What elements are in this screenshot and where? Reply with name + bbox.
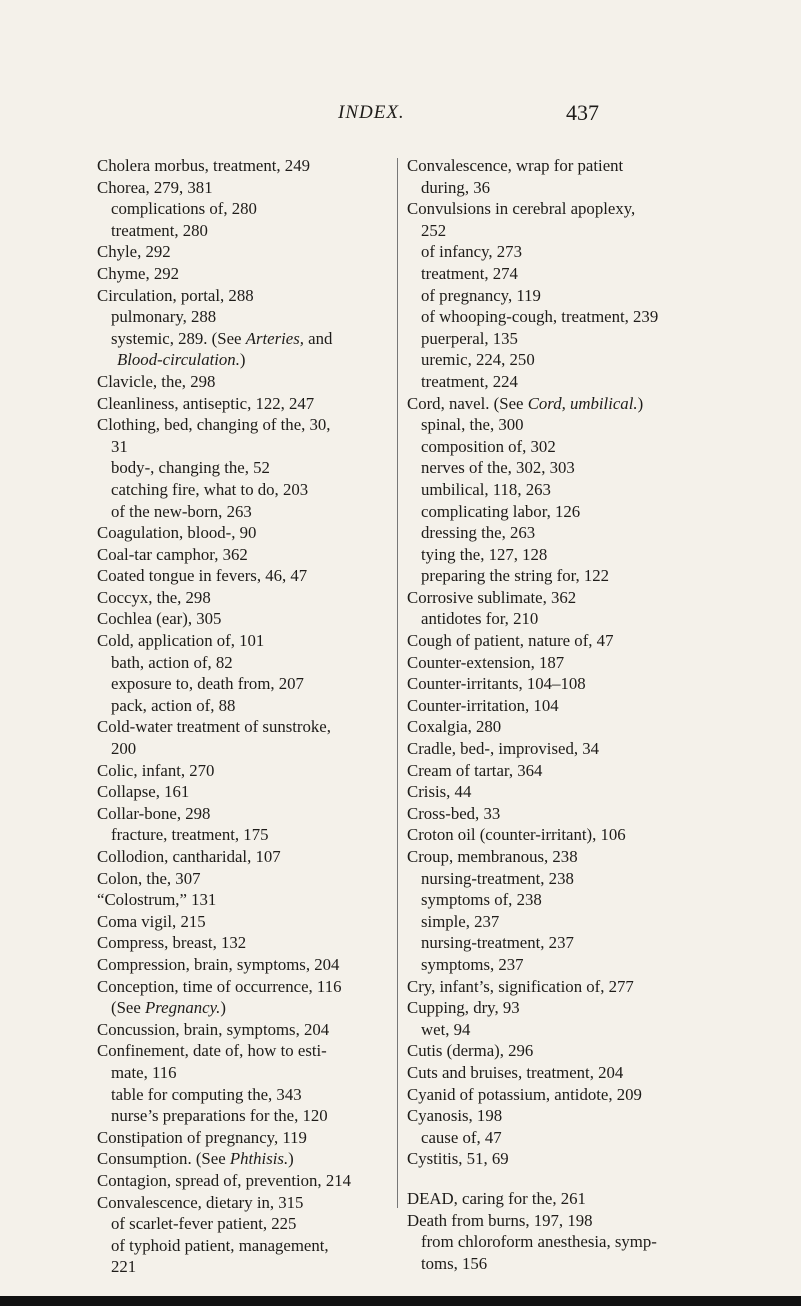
index-subentry: composition of, 302 bbox=[421, 436, 556, 456]
index-subentry: complicating labor, 126 bbox=[421, 501, 581, 521]
index-entry: Cold-water treatment of sunstroke, bbox=[97, 717, 331, 737]
index-subentry: cause of, 47 bbox=[421, 1127, 502, 1147]
index-entry: Cyanosis, 198 bbox=[407, 1106, 503, 1126]
index-entry: Counter-irritation, 104 bbox=[407, 695, 559, 715]
index-entry: Cream of tartar, 364 bbox=[407, 760, 543, 780]
index-entry: Cochlea (ear), 305 bbox=[97, 609, 222, 629]
index-entry: Cold, application of, 101 bbox=[97, 631, 265, 651]
index-subentry: nerves of the, 302, 303 bbox=[421, 458, 575, 478]
entry-text: Consumption. (See bbox=[97, 1149, 230, 1169]
index-subentry bbox=[97, 349, 390, 371]
cross-reference: Cord, umbilical. bbox=[527, 393, 638, 413]
index-entry: Clavicle, the, 298 bbox=[97, 371, 216, 391]
index-entry: Constipation of pregnancy, 119 bbox=[97, 1127, 307, 1147]
index-entry: Compression, brain, symptoms, 204 bbox=[97, 954, 340, 974]
index-subentry: 221 bbox=[111, 1257, 137, 1277]
index-entry bbox=[407, 393, 787, 415]
index-subentry: treatment, 224 bbox=[421, 371, 518, 391]
index-subentry: symptoms of, 238 bbox=[421, 890, 542, 910]
index-subentry: nurse’s preparations for the, 120 bbox=[111, 1106, 328, 1126]
index-subentry: table for computing the, 343 bbox=[111, 1084, 302, 1104]
index-entry: Convalescence, wrap for patient bbox=[407, 156, 624, 175]
index-subentry: of typhoid patient, management, bbox=[111, 1235, 329, 1255]
index-entry: Cross-bed, 33 bbox=[407, 803, 501, 823]
index-entry: Coxalgia, 280 bbox=[407, 717, 502, 737]
index-entry: Corrosive sublimate, 362 bbox=[407, 587, 577, 607]
index-subentry: treatment, 280 bbox=[111, 220, 208, 240]
index-subentry: fracture, treatment, 175 bbox=[111, 825, 269, 845]
index-entry: Croton oil (counter-irritant), 106 bbox=[407, 825, 626, 845]
index-entry: Cupping, dry, 93 bbox=[407, 998, 520, 1018]
index-entry: Convalescence, dietary in, 315 bbox=[97, 1192, 304, 1212]
index-subentry: complications of, 280 bbox=[111, 199, 257, 219]
index-entry: Contagion, spread of, prevention, 214 bbox=[97, 1170, 351, 1190]
index-entry: “Colostrum,” 131 bbox=[97, 890, 217, 910]
index-entry: Clothing, bed, changing of the, 30, bbox=[97, 415, 331, 435]
index-entry: Coated tongue in fevers, 46, 47 bbox=[97, 566, 308, 586]
index-entry: Death from burns, 197, 198 bbox=[407, 1210, 593, 1230]
index-entry: Concussion, brain, symptoms, 204 bbox=[97, 1019, 330, 1039]
index-entry: Circulation, portal, 288 bbox=[97, 285, 254, 305]
index-entry: Collapse, 161 bbox=[97, 782, 190, 802]
index-entry: Chorea, 279, 381 bbox=[97, 177, 213, 197]
index-column-right bbox=[407, 155, 787, 1274]
index-subentry bbox=[97, 997, 390, 1019]
index-subentry: symptoms, 237 bbox=[421, 954, 524, 974]
index-entry: Coccyx, the, 298 bbox=[97, 587, 211, 607]
cross-reference: Pregnancy. bbox=[145, 998, 221, 1018]
index-subentry: body-, changing the, 52 bbox=[111, 458, 270, 478]
index-entry: Coma vigil, 215 bbox=[97, 911, 206, 931]
column-divider bbox=[397, 158, 398, 1208]
index-subentry: spinal, the, 300 bbox=[421, 415, 524, 435]
index-entry: Cyanid of potassium, antidote, 209 bbox=[407, 1084, 642, 1104]
cross-reference: Blood-circulation. bbox=[117, 350, 240, 370]
entry-text: ) bbox=[288, 1149, 294, 1169]
index-subentry: of infancy, 273 bbox=[421, 242, 522, 262]
entry-text: Cord, navel. (See bbox=[407, 393, 528, 413]
index-subentry: 252 bbox=[421, 220, 447, 240]
index-entry: Cutis (derma), 296 bbox=[407, 1041, 534, 1061]
index-subentry: simple, 237 bbox=[421, 911, 500, 931]
index-entry: Colic, infant, 270 bbox=[97, 760, 215, 780]
index-subentry: exposure to, death from, 207 bbox=[111, 674, 304, 694]
entry-text: (See bbox=[111, 998, 146, 1018]
index-subentry: of pregnancy, 119 bbox=[421, 285, 541, 305]
index-entry: Confinement, date of, how to esti- bbox=[97, 1041, 327, 1061]
index-subentry: nursing-treatment, 238 bbox=[421, 868, 574, 888]
index-subentry: uremic, 224, 250 bbox=[421, 350, 535, 370]
index-subentry: preparing the string for, 122 bbox=[421, 566, 610, 586]
index-subentry: nursing-treatment, 237 bbox=[421, 933, 574, 953]
entry-text: ) bbox=[220, 998, 226, 1018]
index-entry bbox=[97, 1148, 390, 1170]
index-subentry: catching fire, what to do, 203 bbox=[111, 479, 309, 499]
index-entry: Colon, the, 307 bbox=[97, 868, 201, 888]
index-entry: Conception, time of occurrence, 116 bbox=[97, 976, 342, 996]
index-entry: Counter-extension, 187 bbox=[407, 652, 565, 672]
index-subentry: toms, 156 bbox=[421, 1253, 488, 1273]
index-subentry: antidotes for, 210 bbox=[421, 609, 539, 629]
entry-text: systemic, 289. (See bbox=[111, 328, 246, 348]
index-subentry bbox=[97, 328, 390, 350]
index-subentry: 200 bbox=[111, 739, 137, 759]
index-entry: Cystitis, 51, 69 bbox=[407, 1149, 509, 1169]
index-subentry: from chloroform anesthesia, symp- bbox=[421, 1232, 657, 1252]
index-entry: Croup, membranous, 238 bbox=[407, 847, 578, 866]
index-entry: Coagulation, blood-, 90 bbox=[97, 523, 257, 543]
cross-reference: Phthisis. bbox=[229, 1149, 289, 1169]
index-entry: Collar-bone, 298 bbox=[97, 803, 211, 823]
index-entry: Cuts and bruises, treatment, 204 bbox=[407, 1062, 624, 1082]
index-subentry: treatment, 274 bbox=[421, 263, 518, 283]
index-column-left bbox=[97, 155, 390, 1278]
index-entry: Chyle, 292 bbox=[97, 242, 171, 262]
entry-text: ) bbox=[239, 350, 246, 370]
index-subentry: wet, 94 bbox=[421, 1019, 471, 1039]
page-number: 437 bbox=[566, 100, 599, 125]
index-subentry: umbilical, 118, 263 bbox=[421, 479, 551, 499]
index-subentry: 31 bbox=[111, 436, 128, 456]
index-entry: Compress, breast, 132 bbox=[97, 933, 247, 953]
index-entry: Cry, infant’s, signification of, 277 bbox=[407, 976, 634, 996]
index-entry: Counter-irritants, 104–108 bbox=[407, 674, 586, 694]
index-entry: Cholera morbus, treatment, 249 bbox=[97, 156, 310, 175]
index-subentry: pulmonary, 288 bbox=[111, 307, 217, 327]
index-entry: DEAD, caring for the, 261 bbox=[407, 1188, 586, 1208]
index-subentry: of scarlet-fever patient, 225 bbox=[111, 1214, 297, 1234]
index-subentry: pack, action of, 88 bbox=[111, 695, 236, 715]
index-subentry: mate, 116 bbox=[111, 1062, 177, 1082]
page-header bbox=[0, 100, 801, 130]
index-entry: Coal-tar camphor, 362 bbox=[97, 544, 248, 564]
index-entry: Convulsions in cerebral apoplexy, bbox=[407, 199, 636, 219]
index-entry: Cough of patient, nature of, 47 bbox=[407, 631, 614, 651]
entry-text: and bbox=[303, 328, 333, 348]
index-subentry: puerperal, 135 bbox=[421, 328, 518, 348]
index-entry: Cradle, bed-, improvised, 34 bbox=[407, 739, 600, 759]
running-title: INDEX. bbox=[338, 102, 405, 123]
index-entry: Crisis, 44 bbox=[407, 782, 472, 802]
entry-text: ) bbox=[637, 393, 644, 413]
index-subentry: dressing the, 263 bbox=[421, 523, 536, 543]
index-entry: Chyme, 292 bbox=[97, 263, 180, 283]
index-subentry: during, 36 bbox=[421, 177, 490, 197]
section-gap bbox=[407, 1170, 787, 1188]
index-entry: Cleanliness, antiseptic, 122, 247 bbox=[97, 393, 315, 413]
cross-reference: Arteries, bbox=[245, 328, 304, 348]
index-subentry: bath, action of, 82 bbox=[111, 652, 233, 672]
index-subentry: tying the, 127, 128 bbox=[421, 544, 548, 564]
index-subentry: of whooping-cough, treatment, 239 bbox=[421, 307, 659, 327]
scan-edge bbox=[0, 1296, 801, 1306]
index-entry: Collodion, cantharidal, 107 bbox=[97, 847, 281, 866]
index-subentry: of the new-born, 263 bbox=[111, 501, 252, 521]
